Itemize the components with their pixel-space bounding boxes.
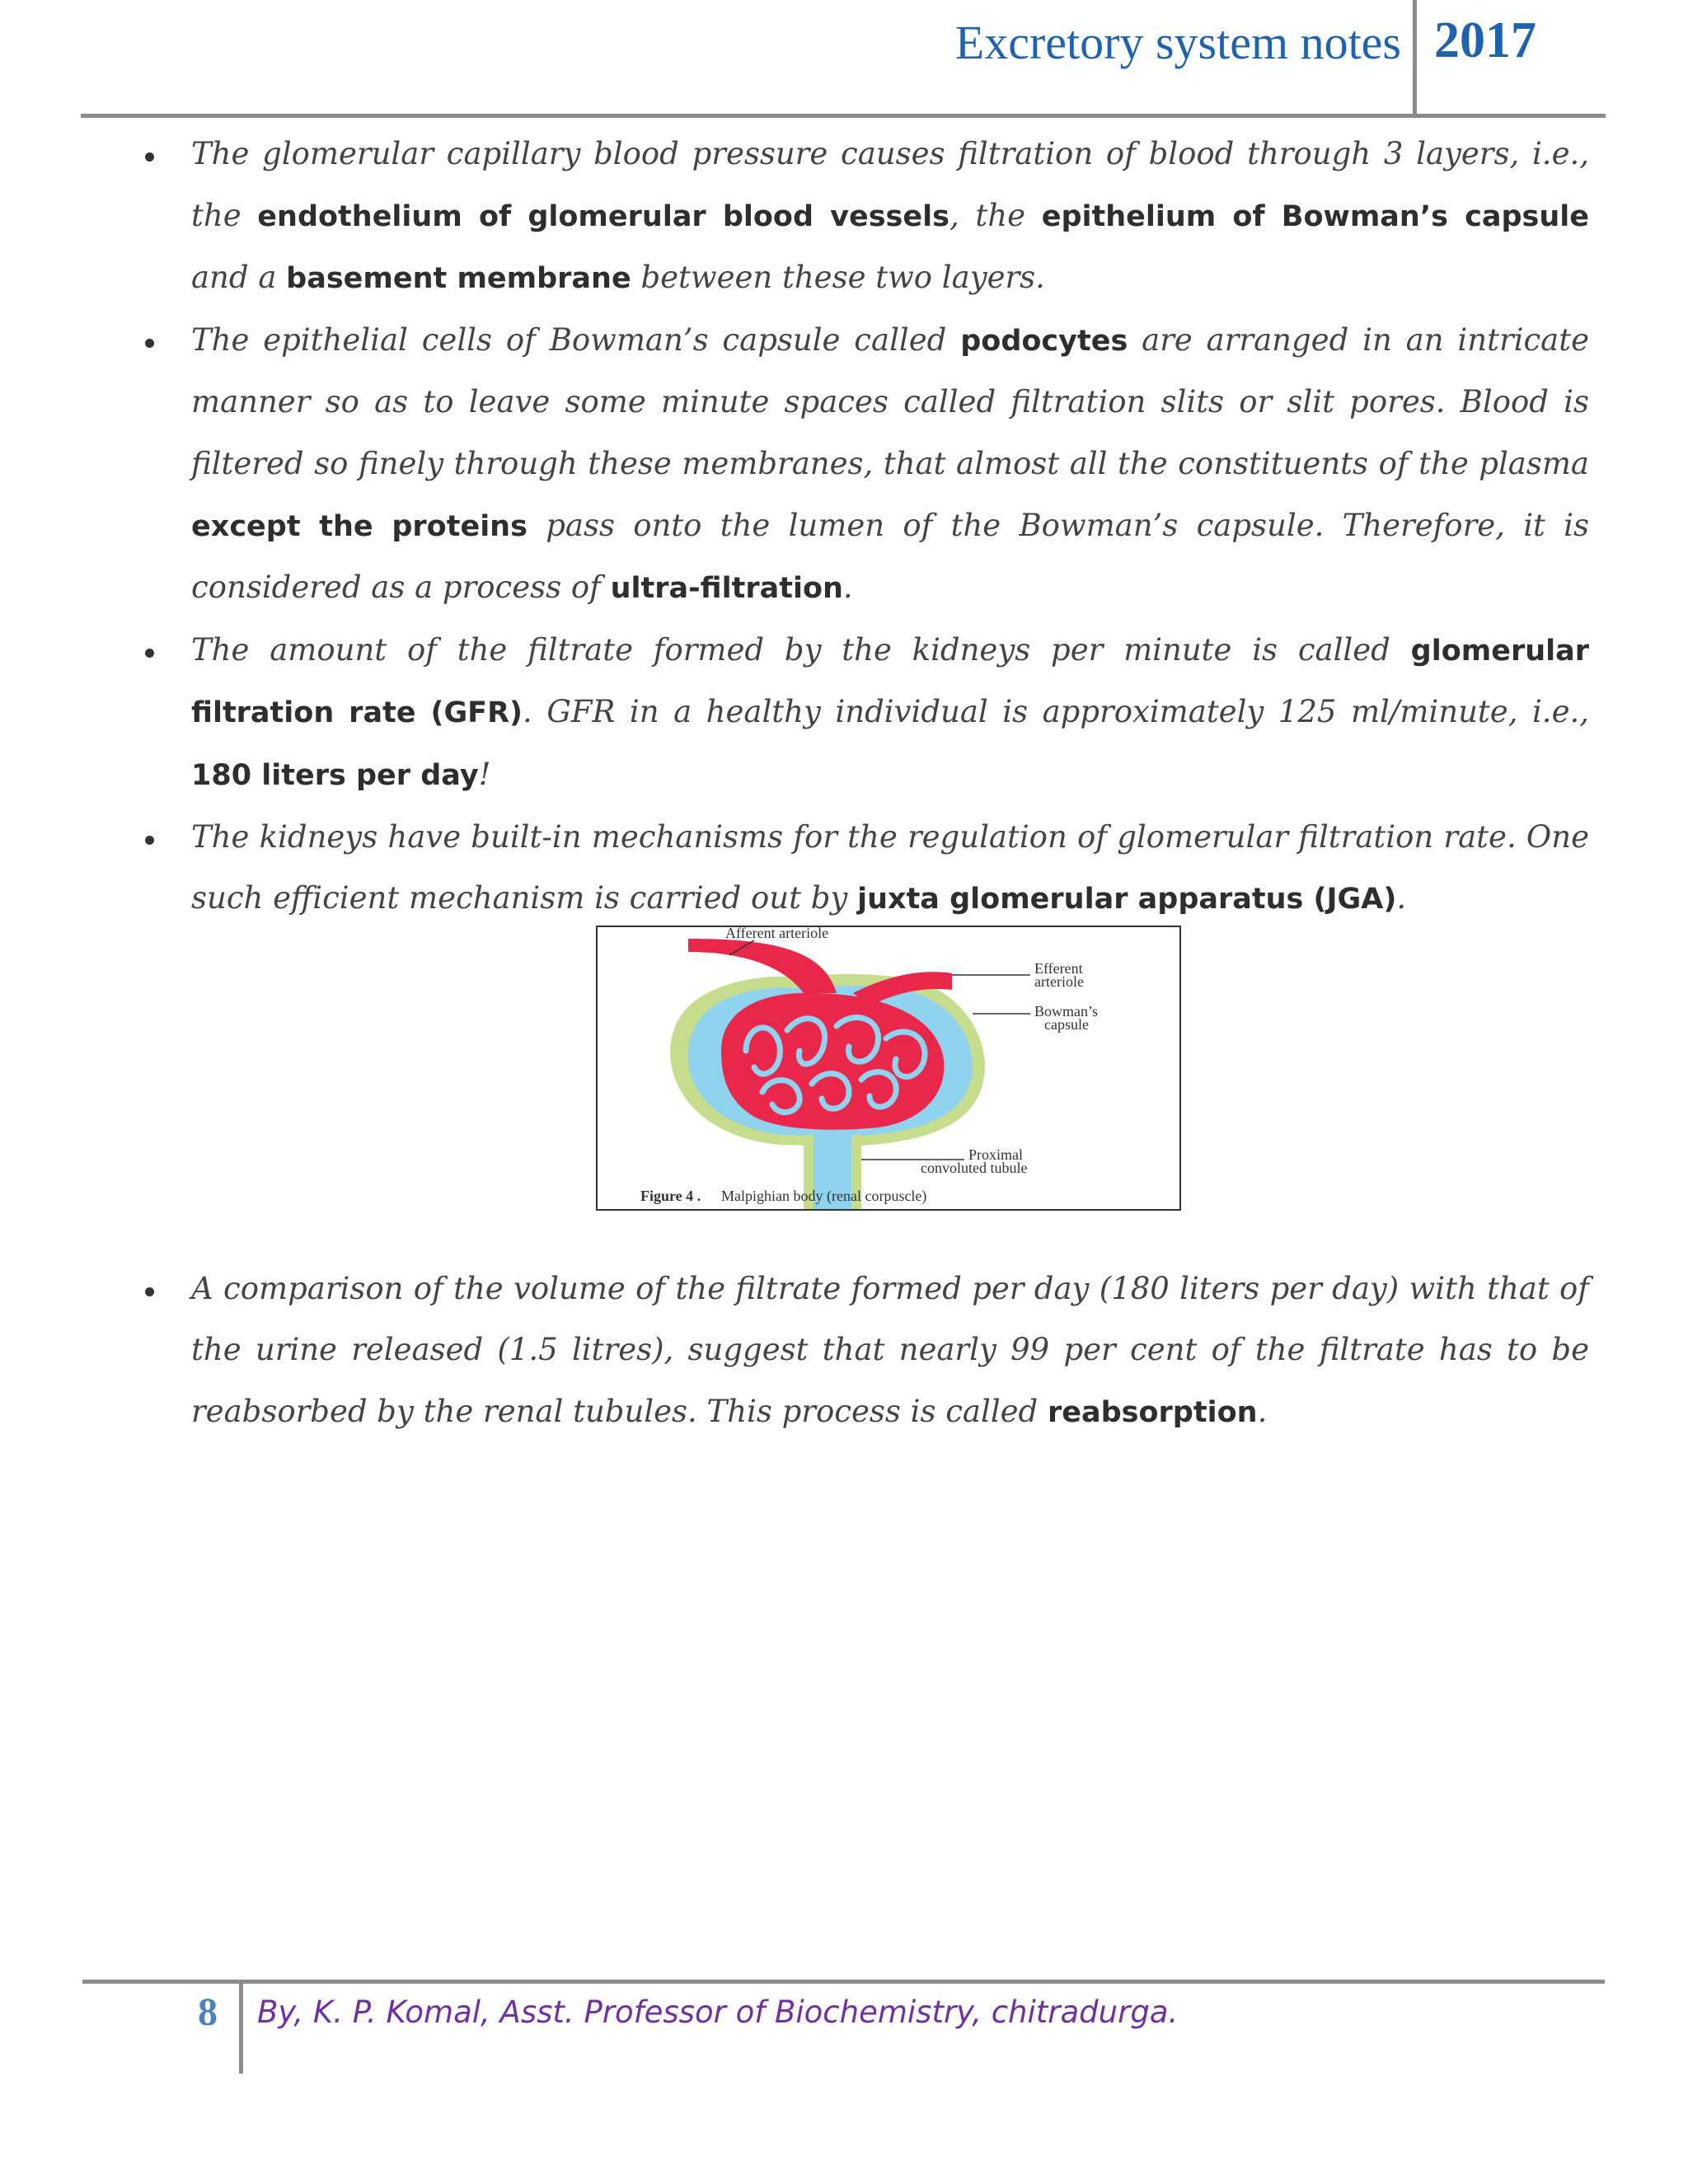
text-run: A comparison of the volume of the filtrate formed per day (180 liters per day) with that of the urine released (1.5 litres), suggest that nearly 99 per cent of the filtrate has to be reabsorbed by the renal tubules. This process is called bbox=[191, 1270, 1589, 1429]
bold-term: juxta glomerular apparatus (JGA) bbox=[857, 883, 1397, 916]
bullet-text bbox=[191, 322, 1589, 605]
header-rule bbox=[81, 114, 1606, 118]
bold-term: ultra-filtration bbox=[610, 572, 843, 606]
label-efferent-line2: arteriole bbox=[1034, 973, 1084, 990]
bold-term: reabsorption bbox=[1048, 1395, 1258, 1429]
text-run: between these two layers. bbox=[631, 260, 1045, 296]
label-efferent-line1: Efferent bbox=[1034, 960, 1083, 977]
text-run: and a bbox=[191, 260, 287, 296]
bullet-item-filtration-layers bbox=[191, 124, 1589, 310]
header-year: 2017 bbox=[1434, 12, 1536, 68]
label-afferent-arteriole: Afferent arteriole bbox=[725, 927, 829, 941]
footer-author: By, K. P. Komal, Asst. Professor of Biochemistry, chitradurga. bbox=[257, 1994, 1179, 2030]
label-pct-line2: convoluted tubule bbox=[921, 1160, 1028, 1176]
bold-term: podocytes bbox=[960, 324, 1128, 358]
bullet-item-gfr bbox=[191, 620, 1589, 807]
bullet-dot bbox=[145, 1287, 154, 1296]
bold-term: endothelium of glomerular blood vessels bbox=[257, 199, 950, 233]
bold-term: except the proteins bbox=[191, 509, 528, 543]
bullet-dot bbox=[145, 152, 154, 162]
header-title: Excretory system notes bbox=[954, 16, 1401, 69]
text-run: The amount of the filtrate formed by the kidneys per minute is called bbox=[191, 631, 1411, 668]
footer-rule bbox=[82, 1980, 1605, 1984]
text-run: are arranged in an intricate manner so as to leave some minute spaces called filtration slits or slit pores. Blood is filtered so finely through these membranes, that almost all the constituents of the plasma bbox=[191, 321, 1590, 481]
bullet-dot bbox=[145, 339, 154, 348]
bold-term: basement membrane bbox=[286, 262, 631, 296]
bullet-text bbox=[191, 136, 1589, 295]
label-bowman-line2: capsule bbox=[1044, 1016, 1089, 1033]
bold-term: 180 liters per day bbox=[191, 758, 479, 792]
malpighian-body-figure bbox=[596, 926, 1181, 1211]
text-run: . GFR in a healthy individual is approximately 125 ml/minute, i.e., bbox=[523, 694, 1589, 730]
bullet-text bbox=[191, 632, 1589, 792]
text-run: ! bbox=[478, 756, 491, 792]
text-run: The kidneys have built-in mechanisms for the regulation of glomerular filtration rate. One such efficient mechanism is carried out by bbox=[191, 818, 1589, 916]
malpighian-body-diagram bbox=[598, 927, 1179, 1209]
text-run: The glomerular capillary blood pressure causes filtration of blood through 3 layers, i.e., the bbox=[191, 136, 1589, 233]
bullet-text bbox=[191, 1271, 1589, 1429]
page-number: 8 bbox=[198, 1990, 218, 2034]
bold-term: epithelium of Bowman’s capsule bbox=[1041, 199, 1589, 233]
label-pct-line1: Proximal bbox=[968, 1146, 1023, 1163]
notes-bullet-list bbox=[0, 124, 1688, 1444]
bullet-dot bbox=[145, 649, 154, 658]
figure-caption-number: Figure 4 . bbox=[640, 1188, 701, 1204]
footer-divider bbox=[239, 1981, 243, 2074]
bullet-text bbox=[191, 819, 1589, 916]
label-bowman-line1: Bowman’s bbox=[1034, 1003, 1099, 1019]
text-run: . bbox=[842, 569, 853, 606]
text-run: . bbox=[1396, 880, 1407, 916]
bullet-item-jga bbox=[191, 807, 1589, 930]
header-divider bbox=[1413, 0, 1417, 117]
text-run: pass onto the lumen of the Bowman’s capsule. Therefore, it is considered as a process of bbox=[191, 507, 1589, 606]
text-run: , the bbox=[949, 197, 1042, 233]
bullet-dot bbox=[145, 836, 154, 845]
bullet-item-reabsorption bbox=[191, 1258, 1589, 1444]
bold-term: glomerular filtration rate (GFR) bbox=[191, 634, 1589, 730]
text-run: . bbox=[1257, 1393, 1268, 1429]
text-run: The epithelial cells of Bowman’s capsule called bbox=[191, 321, 961, 358]
figure-caption-text: Malpighian body (renal corpuscle) bbox=[721, 1188, 927, 1204]
bullet-item-podocytes bbox=[191, 310, 1589, 620]
